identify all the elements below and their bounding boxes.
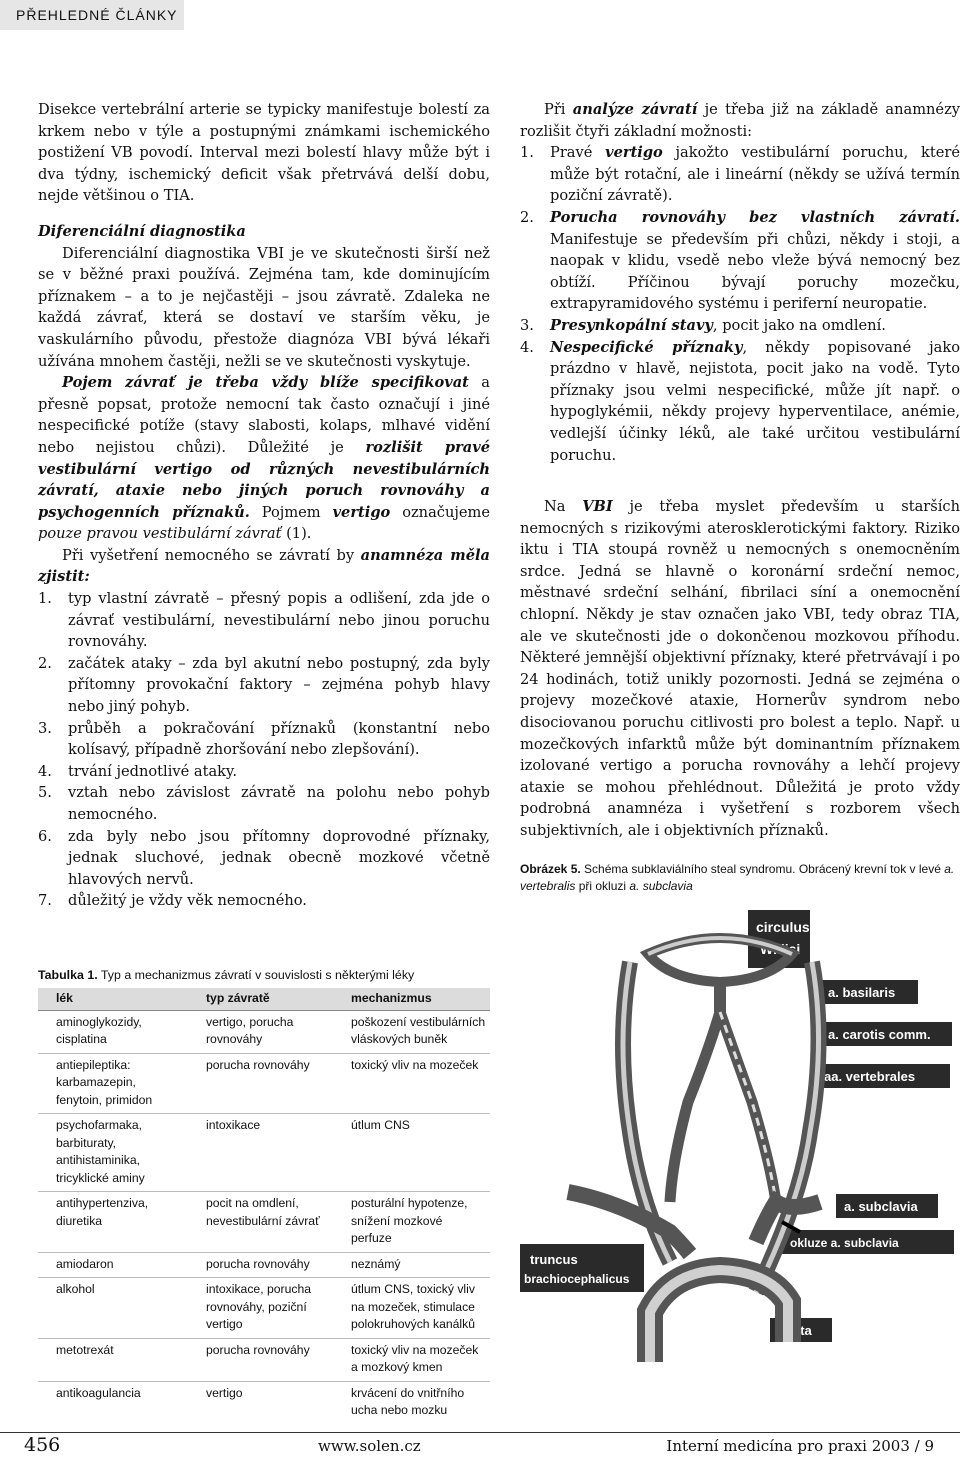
table-cell: porucha rovnováhy: [188, 1338, 333, 1381]
table-cell: antihypertenziva, diuretika: [38, 1192, 188, 1253]
list-text: průběh a pokračování příznaků (konstantní nebo kolísavý, případně zhoršování nebo zlepšování).: [68, 719, 490, 759]
label-vertebrales: aa. vertebrales: [824, 1069, 916, 1084]
table-row: [38, 1192, 490, 1253]
text-span: (1).: [281, 525, 312, 543]
emph-vertigo: vertigo: [332, 503, 391, 521]
label-carotis: a. carotis comm.: [828, 1027, 931, 1042]
text-span: , pocit jako na omdlení.: [712, 316, 886, 334]
table-cell: posturální hypotenze, snížení mozkové perfuze: [333, 1192, 490, 1253]
list-text: vztah nebo závislost závratě na polohu nebo pohyb nemocného.: [68, 784, 490, 823]
list-item: [38, 890, 490, 912]
drug-vertigo-table: [38, 988, 490, 1424]
table-row: [38, 1381, 490, 1424]
text-span: Pojmem: [249, 503, 333, 521]
text-span: Manifestuje se především při chůzi, někdy i stoji, a naopak v klidu, vsedě nebo vleže bývá nemocný bez obtíží. Příčinou bývají poruchy mozečku, extrapyramidového systému i periferní neuropatie.: [550, 230, 960, 313]
list-item: [520, 337, 960, 467]
header-mechanism: mechanizmus: [333, 988, 490, 1010]
caption-label: Obrázek 5.: [520, 862, 581, 876]
list-item: [38, 826, 490, 891]
right-column: [520, 99, 960, 842]
list-number: 5.: [38, 784, 52, 802]
journal-name: Interní medicína pro praxi 2003 / 9: [666, 1437, 934, 1455]
table-cell: porucha rovnováhy: [188, 1252, 333, 1278]
text-span: označujeme: [390, 503, 490, 521]
table-cell: neznámý: [333, 1252, 490, 1278]
table-cell: toxický vliv na mozeček: [333, 1053, 490, 1114]
list-text: trvání jednotlivé ataky.: [68, 762, 237, 780]
text-span: je třeba již na základě anamnézy rozlišit čtyři základní možnosti:: [520, 101, 960, 140]
paragraph-differential: Diferenciální diagnostika VBI je ve skutečnosti širší než se v běžné praxi používá. Zejména tam, kde dominujícím příznakem – a to je nejčastěji – jsou závratě. Zdaleka ne každá závrať, která se dostaví ve starším věku, je vaskulárního původu, přestože diagnóza VBI bývá lékaři užívána mnohem častěji, nežli se ve skutečnosti vyskytuje.: [38, 244, 490, 370]
page-footer: [0, 1432, 960, 1462]
list-text: typ vlastní závratě – přesný popis a odlišení, zda jde o závrať vestibulární, nevestibulární nebo jinou poruchu rovnováhy.: [68, 590, 490, 651]
left-column: [38, 99, 490, 912]
table-cell: porucha rovnováhy: [188, 1053, 333, 1114]
table-cell: toxický vliv na mozeček a mozkový kmen: [333, 1338, 490, 1381]
text-span: při okluzi: [575, 879, 630, 893]
label-willisi: Willisi: [760, 941, 801, 957]
table-cell: metotrexát: [38, 1338, 188, 1381]
list-item: [520, 207, 960, 315]
table-cell: psychofarmaka, barbituraty, antihistaminika, tricyklické aminy: [38, 1114, 188, 1192]
list-number: 7.: [38, 892, 52, 910]
table-header-row: [38, 988, 490, 1010]
header-drug: lék: [38, 988, 188, 1010]
label-okluze: okluze a. subclavia: [790, 1236, 899, 1250]
text-span: a. subclavia: [629, 879, 693, 893]
table-cell: pocit na omdlení, nevestibulární závrať: [188, 1192, 333, 1253]
list-item: [38, 761, 490, 783]
label-subclavia: a. subclavia: [844, 1199, 918, 1214]
table-cell: alkohol: [38, 1278, 188, 1339]
text-span: , někdy popisované jako prázdno v hlavě, nejistota, pocit jako na vodě. Tyto příznaky jsou velmi nespecifické, může jít např. o hypoglykémii, někdy projevy hyperventilace, anémie, vedlejší účinky léků, ale také určitou vestibulární poruchu.: [550, 338, 960, 464]
emph-specify: Pojem závrať je třeba vždy blíže specifikovat: [62, 374, 469, 392]
page-number: 456: [24, 1434, 61, 1456]
list-item: [38, 653, 490, 718]
table-cell: útlum CNS: [333, 1114, 490, 1192]
table-cell: intoxikace, porucha rovnováhy, poziční vertigo: [188, 1278, 333, 1339]
list-item: [38, 588, 490, 653]
table-cell: poškození vestibulárních vláskových buněk: [333, 1010, 490, 1053]
table-cell: intoxikace: [188, 1114, 333, 1192]
paragraph-vbi: [520, 496, 960, 842]
table-cell: útlum CNS, toxický vliv na mozeček, stimulace polokruhových kanálků: [333, 1278, 490, 1339]
list-item: [38, 718, 490, 761]
text-span: a. vertebralis: [520, 862, 955, 893]
emph-distinguish: rozlišit pravé vestibulární vertigo od různých nevestibulárních závratí, ataxie nebo jiných poruch rovnováhy a psychogenních příznaků.: [38, 438, 490, 521]
label-circulus: circulus: [756, 919, 810, 935]
text-span: Pravé: [550, 144, 606, 162]
text-span: Při: [544, 101, 573, 118]
text-span: Schéma subklaviálního steal syndromu. Obrácený krevní tok v levé: [580, 862, 945, 876]
table-cell: amiodaron: [38, 1252, 188, 1278]
list-number: 6.: [38, 827, 52, 845]
table-row: [38, 1338, 490, 1381]
table-title-label: Tabulka 1.: [38, 968, 98, 982]
footer-rule: [0, 1432, 960, 1433]
table-row: [38, 1278, 490, 1339]
subclavian-steal-diagram: [520, 902, 960, 1370]
table-title: [38, 968, 414, 982]
paragraph-analysis-intro: [520, 99, 960, 142]
list-item: [520, 142, 960, 207]
list-number: 4.: [38, 762, 52, 780]
list-emph: vertigo: [605, 144, 663, 162]
footer-url: www.solen.cz: [318, 1437, 421, 1455]
table-cell: antiepileptika: karbamazepin, fenytoin, primidon: [38, 1053, 188, 1114]
list-text: důležitý je vždy věk nemocného.: [68, 892, 307, 910]
emph-true-vertigo: pouze pravou vestibulární závrať: [38, 525, 282, 543]
table-cell: antikoagulancia: [38, 1381, 188, 1424]
label-basilaris: a. basilaris: [828, 985, 896, 1000]
table-row: [38, 1114, 490, 1192]
list-number: 2.: [38, 654, 52, 672]
list-number: 1.: [38, 590, 52, 608]
list-text: zda byly nebo jsou přítomny doprovodné příznaky, jednak sluchové, jednak obecně mozkové včetně hlavových nervů.: [68, 827, 490, 888]
list-emph: Nespecifické příznaky: [550, 338, 743, 356]
list-text: začátek ataky – zda byl akutní nebo postupný, zda byly přítomny provokační faktory – zejména pohyb hlavy nebo jiný pohyb.: [68, 654, 490, 716]
table-row: [38, 1053, 490, 1114]
list-number: 4.: [520, 338, 534, 356]
emph-anamnesis: anamnéza měla zjistit:: [38, 546, 490, 586]
label-aorta: aorta: [780, 1323, 812, 1338]
table-cell: vertigo: [188, 1381, 333, 1424]
label-truncus: truncus: [530, 1252, 578, 1267]
table-title-text: Typ a mechanizmus závratí v souvislosti s některými léky: [97, 968, 415, 982]
emph-vbi: VBI: [582, 498, 613, 516]
list-number: 3.: [38, 719, 52, 737]
text-span: Při vyšetření nemocného se závratí by: [62, 546, 361, 564]
emph-analysis: analýze závratí: [572, 101, 698, 118]
paragraph-anamnesis: [38, 545, 490, 588]
diagram-svg: [520, 902, 960, 1370]
figure-background: [520, 902, 960, 1370]
text-span: a přesně popsat, protože nemocní tak často označují i jiné nespecifické potíže (stavy slabosti, kolaps, mlhavé vidění nebo nejistou chůzi). Důležité je: [38, 374, 490, 456]
figure-caption: [520, 861, 960, 895]
heading-differential: Diferenciální diagnostika: [38, 222, 246, 240]
anamnesis-list: [38, 588, 490, 912]
list-number: 1.: [520, 144, 534, 162]
text-span: je třeba myslet především u starších nemocných s rizikovými aterosklerotickými faktory. Riziko iktu i TIA stoupá rovněž u nemocných s onemocněním srdce. Jedná se hlavně o koronární srdeční nemoc, městnavé srdeční selhání, fibrilaci síní a onemocnění chlopní. Někdy je stav označen jako VBI, tedy obraz TIA, ale ve skutečnosti jde o dokončenou mozkovou příhodu. Některé jemnější objektivní příznaky, které přetrvávají i po 24 hodinách, totiž unikly pozornosti. Jedná se zejména o projevy mozečkové ataxie, Hornerův syndrom nebo disociovanou poruchu citlivosti pro bolest a teplo. Např. u mozečkových infarktů může být dominantním příznakem izolované vertigo a porucha rovnováhy a lehčí projevy ataxie se mohou přehlédnout. Důležitá je proto vždy podrobná anamnéza i vyšetření s rozborem všech subjektivních, ale i objektivních příznaků.: [520, 498, 960, 839]
analysis-list: [520, 142, 960, 466]
list-item: [520, 315, 960, 337]
table-row: [38, 1252, 490, 1278]
header-type: typ závratě: [188, 988, 333, 1010]
paragraph-dissection: Disekce vertebrální arterie se typicky manifestuje bolestí za krkem nebo v týle a postupnými známkami ischemického postižení VB povodí. Interval mezi bolestí hlavy může být i dva týdny, ischemický deficit však přetrvává delší dobu, nejde většinou o TIA.: [38, 101, 490, 205]
section-tag: PŘEHLEDNÉ ČLÁNKY: [0, 0, 184, 30]
text-span: jakožto vestibulární poruchu, které může být rotační, ale i lineární (někdy se užívá termín poziční závratě).: [550, 144, 960, 205]
list-item: [38, 782, 490, 825]
list-number: 3.: [520, 316, 534, 334]
table-cell: krvácení do vnitřního ucha nebo mozku: [333, 1381, 490, 1424]
list-emph: Porucha rovnováhy bez vlastních závratí.: [550, 208, 960, 226]
paragraph-vertigo-definition: [38, 372, 490, 545]
list-number: 2.: [520, 208, 534, 226]
list-emph: Presynkopální stavy: [550, 316, 713, 334]
table-row: [38, 1010, 490, 1053]
text-span: Na: [544, 498, 583, 516]
label-brachiocephalicus: brachiocephalicus: [524, 1272, 630, 1286]
table-cell: vertigo, porucha rovnováhy: [188, 1010, 333, 1053]
table-cell: aminoglykozidy, cisplatina: [38, 1010, 188, 1053]
